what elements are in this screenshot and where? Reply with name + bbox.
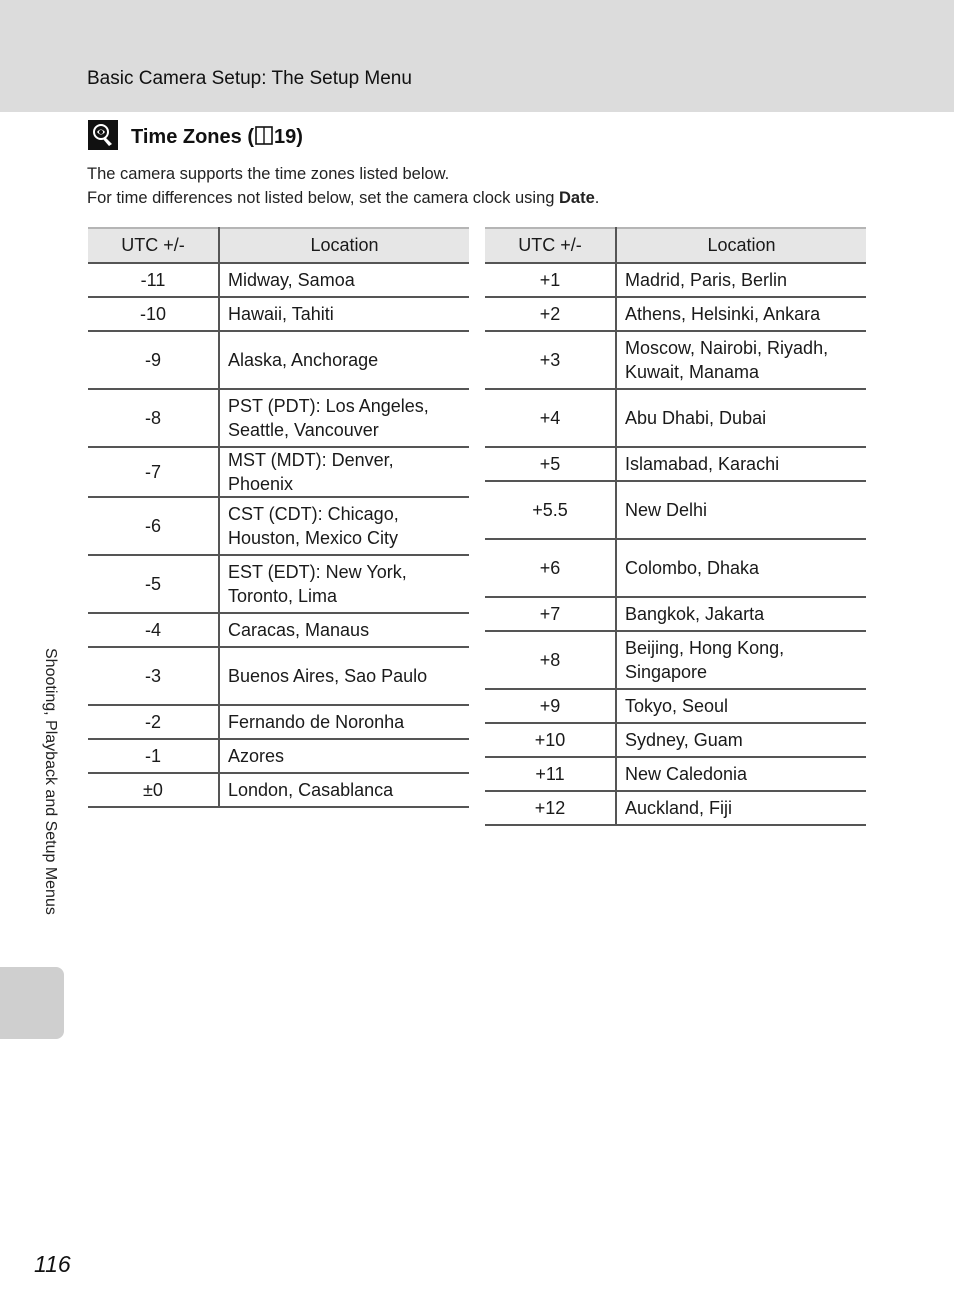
location-cell: Fernando de Noronha (219, 705, 469, 739)
page-header-title: Basic Camera Setup: The Setup Menu (87, 68, 412, 89)
location-cell: Bangkok, Jakarta (616, 597, 866, 631)
utc-offset-cell: -7 (88, 447, 219, 497)
table-row (485, 757, 866, 791)
location-cell: EST (EDT): New York, Toronto, Lima (219, 555, 469, 613)
utc-offset-cell: +6 (485, 539, 616, 597)
utc-offset-cell: +7 (485, 597, 616, 631)
table-row (485, 791, 866, 825)
time-zone-table-left (88, 227, 469, 808)
utc-offset-cell: +5 (485, 447, 616, 481)
utc-offset-cell: +3 (485, 331, 616, 389)
location-cell: Hawaii, Tahiti (219, 297, 469, 331)
utc-offset-cell: -4 (88, 613, 219, 647)
table-header-row (485, 228, 866, 263)
location-cell: MST (MDT): Denver, Phoenix (219, 447, 469, 497)
location-cell: London, Casablanca (219, 773, 469, 807)
utc-offset-cell: +4 (485, 389, 616, 447)
section-ref-page[interactable]: 19 (274, 126, 297, 148)
page-number: 116 (34, 1251, 71, 1277)
utc-offset-cell: +1 (485, 263, 616, 297)
table-row (485, 723, 866, 757)
table-row (485, 447, 866, 481)
header-band (0, 0, 954, 112)
location-cell: Midway, Samoa (219, 263, 469, 297)
utc-offset-cell: -5 (88, 555, 219, 613)
header-location: Location (616, 228, 866, 263)
utc-offset-cell: +12 (485, 791, 616, 825)
section-title-text: Time Zones ( (131, 126, 254, 148)
utc-offset-cell: -9 (88, 331, 219, 389)
table-row (88, 331, 469, 389)
table-row (88, 263, 469, 297)
utc-offset-cell: -8 (88, 389, 219, 447)
table-row (88, 447, 469, 497)
utc-offset-cell: ±0 (88, 773, 219, 807)
table-row (485, 297, 866, 331)
utc-offset-cell: -2 (88, 705, 219, 739)
location-cell: Athens, Helsinki, Ankara (616, 297, 866, 331)
world-time-icon (88, 120, 118, 150)
table-row (485, 631, 866, 689)
location-cell: Abu Dhabi, Dubai (616, 389, 866, 447)
table-row (88, 739, 469, 773)
intro-text (87, 162, 599, 210)
location-cell: Islamabad, Karachi (616, 447, 866, 481)
location-cell: Azores (219, 739, 469, 773)
utc-offset-cell: +8 (485, 631, 616, 689)
utc-offset-cell: +9 (485, 689, 616, 723)
intro-line-2-end: . (594, 189, 600, 207)
table-row (485, 481, 866, 539)
book-reference-icon (255, 126, 273, 146)
header-utc-offset: UTC +/- (485, 228, 616, 263)
header-utc-offset: UTC +/- (88, 228, 219, 263)
location-cell: Caracas, Manaus (219, 613, 469, 647)
table-row (88, 773, 469, 807)
table-row (88, 497, 469, 555)
location-cell: CST (CDT): Chicago, Houston, Mexico City (219, 497, 469, 555)
table-row (485, 331, 866, 389)
location-cell: PST (PDT): Los Angeles, Seattle, Vancouver (219, 389, 469, 447)
table-row (485, 389, 866, 447)
utc-offset-cell: +10 (485, 723, 616, 757)
table-row (88, 705, 469, 739)
intro-line-1: The camera supports the time zones listed below. (87, 165, 450, 183)
location-cell: New Caledonia (616, 757, 866, 791)
utc-offset-cell: +2 (485, 297, 616, 331)
utc-offset-cell: -3 (88, 647, 219, 705)
location-cell: Madrid, Paris, Berlin (616, 263, 866, 297)
utc-offset-cell: -6 (88, 497, 219, 555)
section-title (131, 126, 303, 149)
utc-offset-cell: -1 (88, 739, 219, 773)
location-cell: Beijing, Hong Kong, Singapore (616, 631, 866, 689)
location-cell: Moscow, Nairobi, Riyadh, Kuwait, Manama (616, 331, 866, 389)
utc-offset-cell: +5.5 (485, 481, 616, 539)
utc-offset-cell: -10 (88, 297, 219, 331)
table-header-row (88, 228, 469, 263)
table-row (485, 263, 866, 297)
utc-offset-cell: -11 (88, 263, 219, 297)
location-cell: Colombo, Dhaka (616, 539, 866, 597)
table-row (485, 597, 866, 631)
location-cell: New Delhi (616, 481, 866, 539)
side-section-label: Shooting, Playback and Setup Menus (42, 648, 59, 915)
location-cell: Buenos Aires, Sao Paulo (219, 647, 469, 705)
table-row (88, 297, 469, 331)
table-row (88, 555, 469, 613)
location-cell: Tokyo, Seoul (616, 689, 866, 723)
time-zone-table-right (485, 227, 866, 826)
table-row (485, 539, 866, 597)
table-row (88, 647, 469, 705)
side-section-tab (0, 967, 64, 1039)
table-row (485, 689, 866, 723)
intro-line-2 (87, 186, 599, 210)
header-location: Location (219, 228, 469, 263)
table-row (88, 389, 469, 447)
section-title-suffix: ) (296, 126, 303, 148)
intro-line-2-text: For time differences not listed below, set the camera clock using (87, 189, 560, 207)
location-cell: Auckland, Fiji (616, 791, 866, 825)
table-row (88, 613, 469, 647)
location-cell: Sydney, Guam (616, 723, 866, 757)
location-cell: Alaska, Anchorage (219, 331, 469, 389)
date-setting-name: Date (559, 189, 595, 207)
utc-offset-cell: +11 (485, 757, 616, 791)
